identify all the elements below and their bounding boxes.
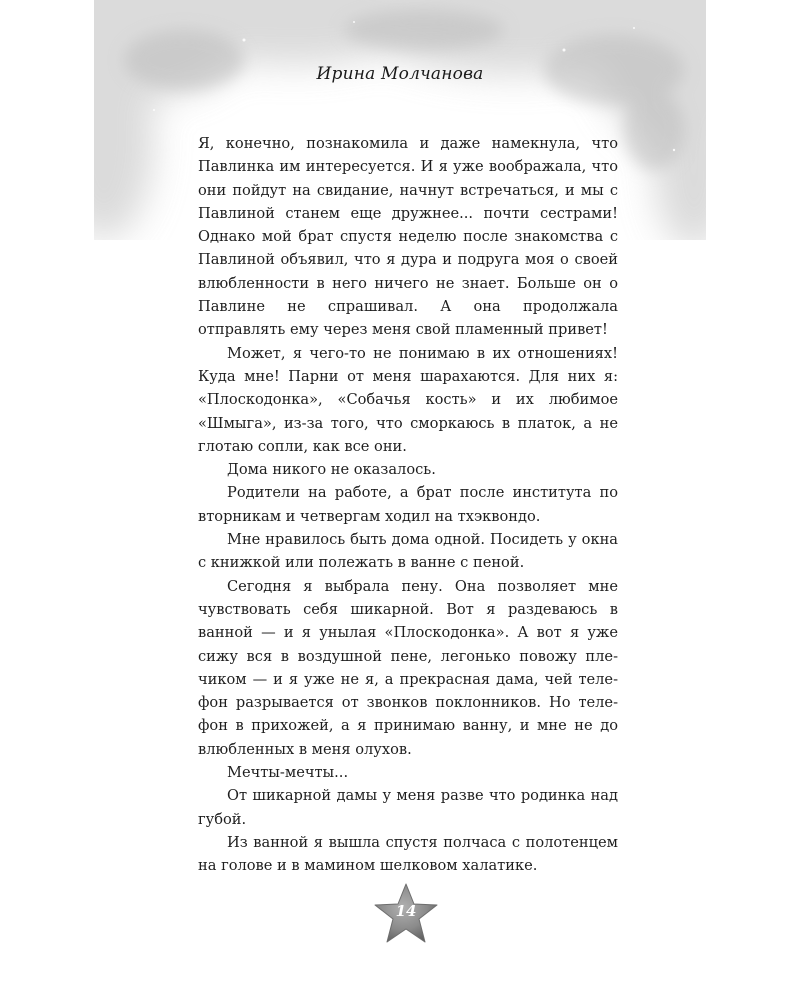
paragraph: Родители на работе, а брат после института по вторникам и четвергам ходил на тхэквондо. bbox=[198, 484, 618, 525]
paragraph: Может, я чего-то не понимаю в их отношениях! Куда мне! Парни от меня шарахаются. Для них я: «Плоскодонка», «Собачья кость» и их любимое «Шмыга», из-за того, что сморкаюсь в платок, а не глотаю сопли, как все они. bbox=[198, 344, 618, 455]
book-page bbox=[94, 0, 706, 1000]
paragraph: Из ванной я вышла спустя полчаса с полотенцем на голове и в мамином шелковом халатике. bbox=[198, 833, 618, 875]
running-header-author: Ирина Молчанова bbox=[316, 64, 484, 84]
body-text bbox=[198, 132, 618, 878]
paragraph: Я, конечно, познакомила и даже намекнула, что Павлинка им интересуется. И я уже воображала, что они пойдут на свидание, начнут встречаться, и мы с Павлиной станем еще дружнее... почти сестрами! Однако мой брат спустя неделю после знакомства с Павлиной объявил, что я дура и подруга моя о своей влюбленности в него ничего не знает. Больше он о Павлине не спрашивал. А она продолжала отправлять ему через меня свой пламенный привет! bbox=[198, 135, 618, 339]
paragraph: Мне нравилось быть дома одной. Посидеть у окна с книжкой или полежать в ванне с пеной. bbox=[198, 531, 618, 572]
page-number-badge bbox=[372, 882, 440, 946]
paragraph: От шикарной дамы у меня разве что родинка над губой. bbox=[198, 787, 618, 828]
paragraph: Сегодня я выбрала пену. Она позволяет мне чувствовать себя шикарной. Вот я раздеваюсь в ванной — и я унылая «Плоскодонка». А вот я уже сижу вся в воздушной пене, легонько повожу плечиком — и я уже не я, а прекрасная дама, чей телефон разрывается от звонков поклонников. Но телефон в прихожей, а я принимаю ванну, и мне не до влюбленных в меня олухов. bbox=[198, 577, 618, 758]
page-number: 14 bbox=[395, 902, 417, 920]
paragraph: Дома никого не оказалось. bbox=[227, 461, 436, 479]
paragraph: Мечты-мечты... bbox=[227, 764, 349, 782]
